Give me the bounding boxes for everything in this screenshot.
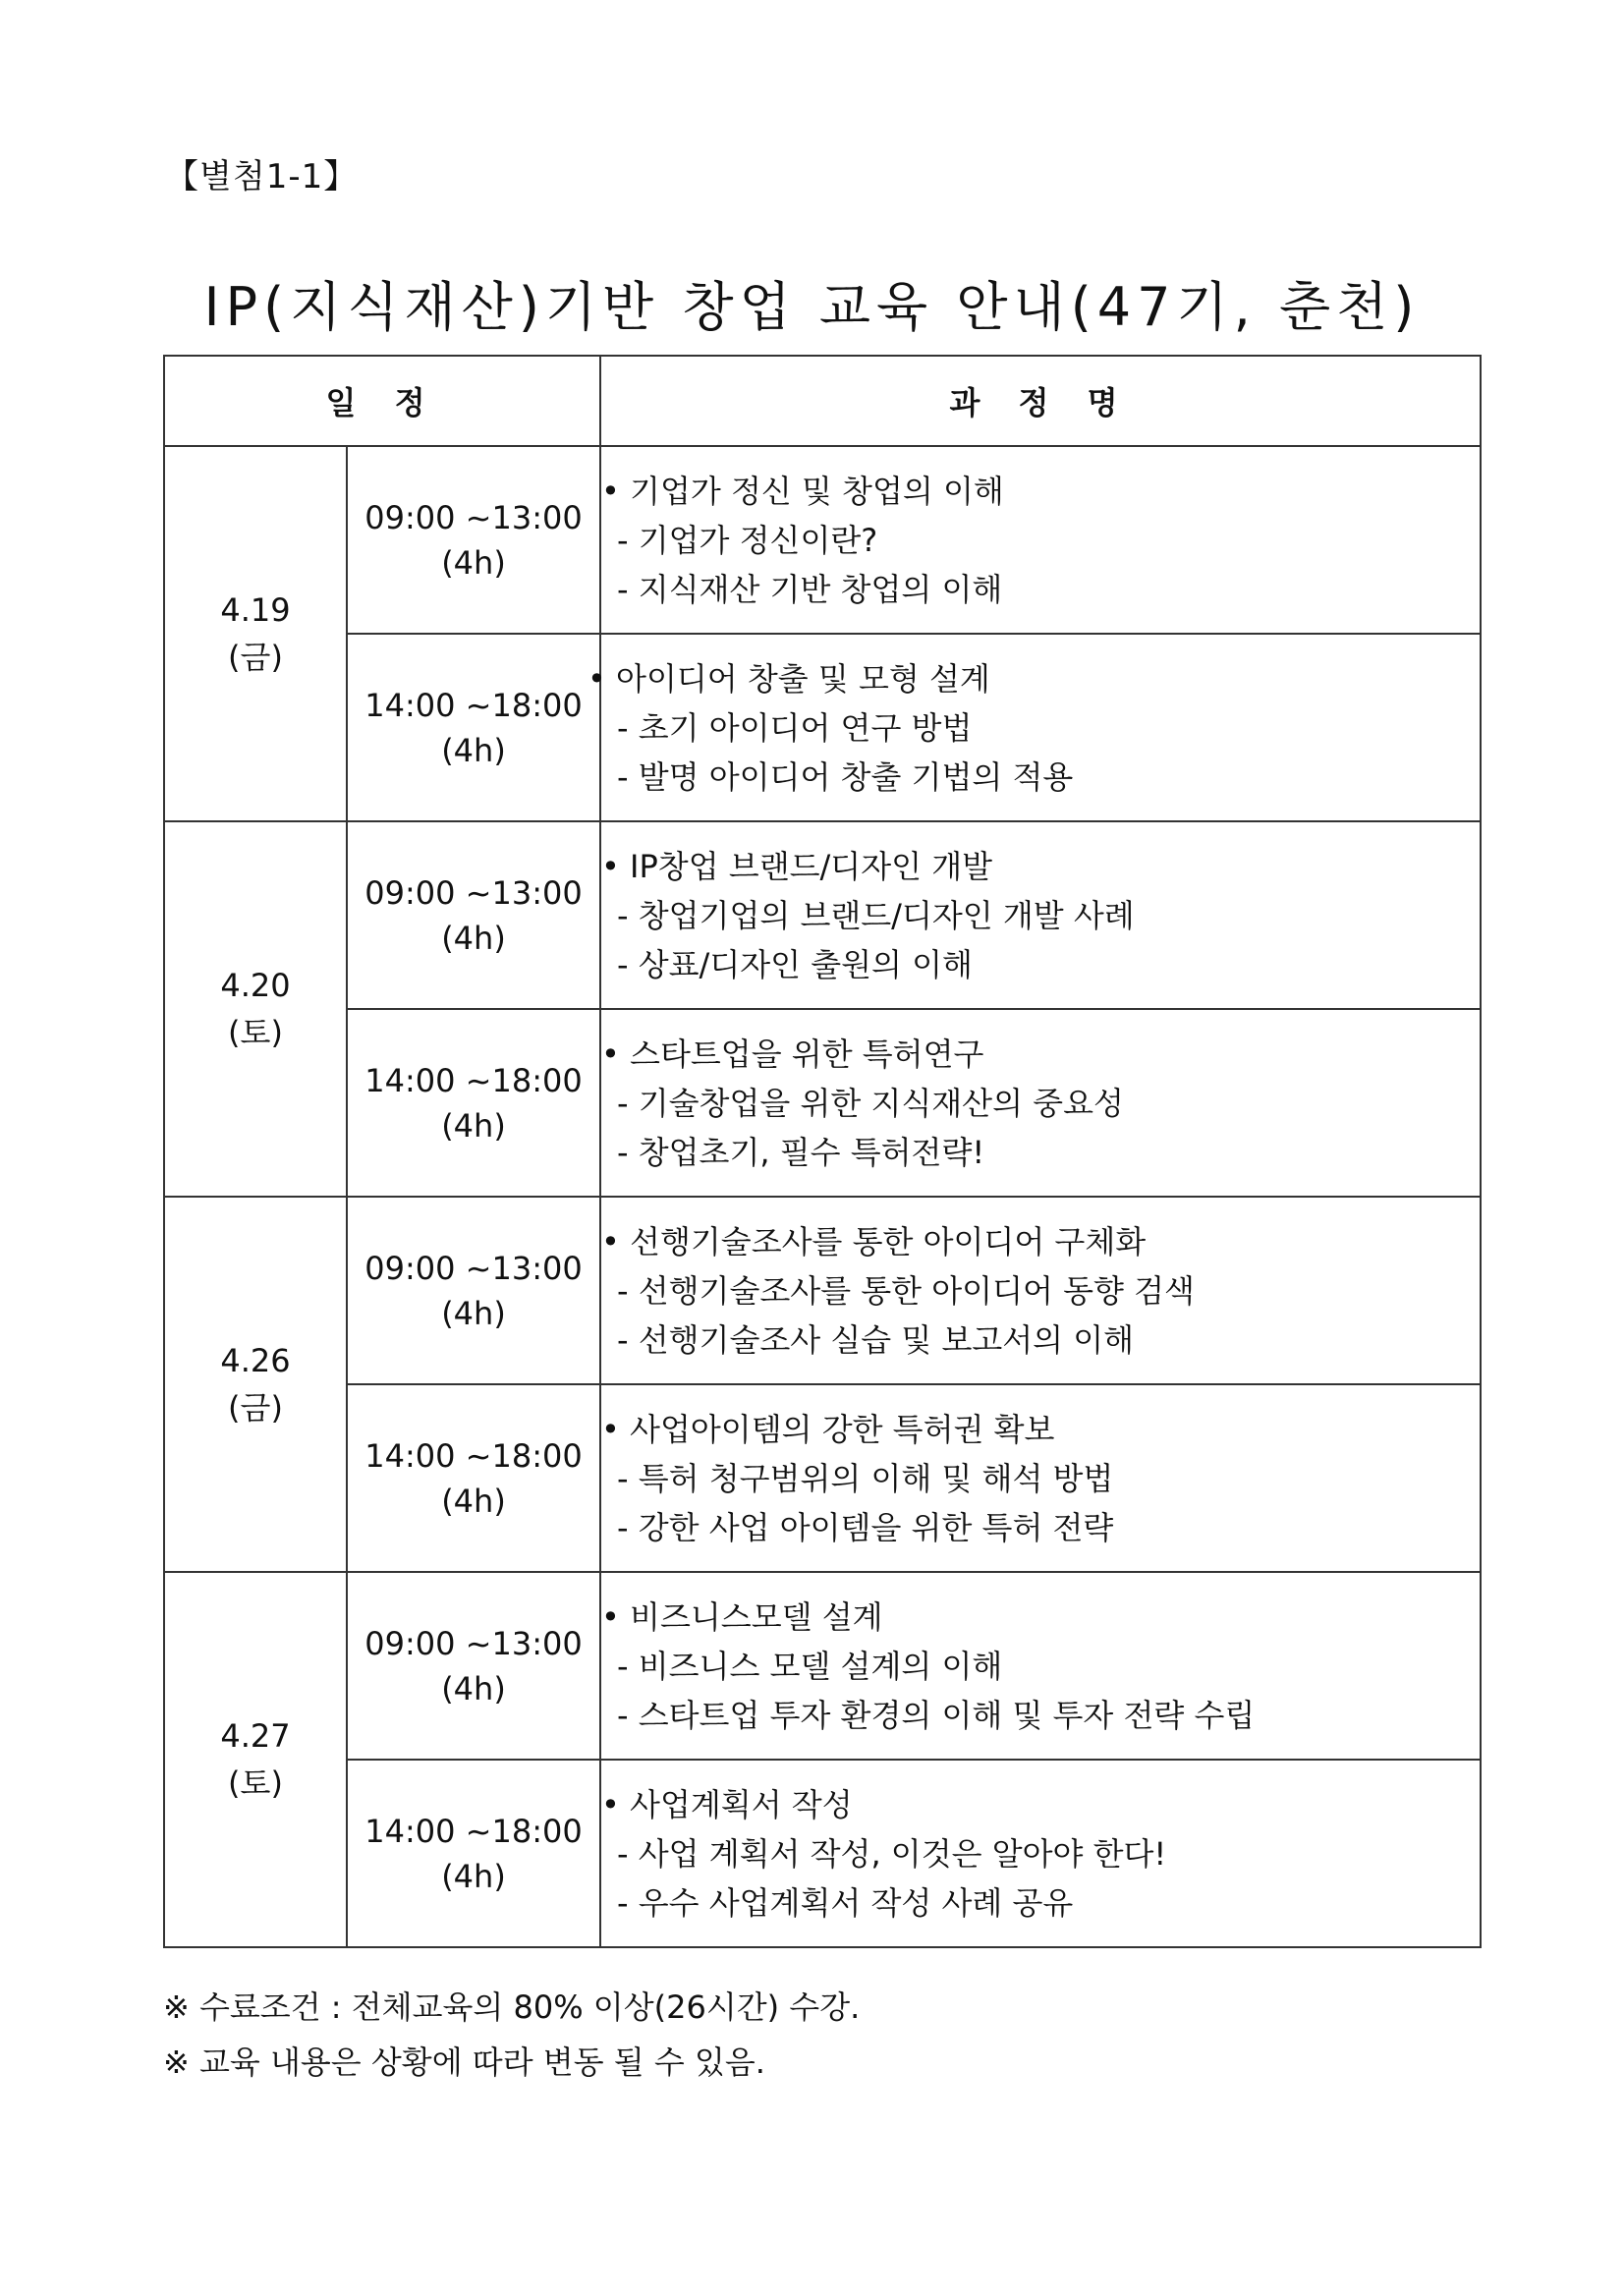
course-item: - 스타트업 투자 환경의 이해 및 투자 전략 수립 xyxy=(617,1696,1256,1734)
table-row xyxy=(164,1572,1481,1760)
date-cell xyxy=(164,821,347,1197)
course-item: - 창업초기, 필수 특허전략! xyxy=(617,1133,985,1171)
time-cell xyxy=(347,1009,600,1197)
table-header-row xyxy=(164,356,1481,446)
time-cell xyxy=(347,1572,600,1760)
table-row xyxy=(164,1197,1481,1384)
course-item: - 특허 청구범위의 이해 및 해석 방법 xyxy=(617,1459,1114,1497)
weekday: (토) xyxy=(228,1764,283,1802)
duration: (4h) xyxy=(441,1857,506,1895)
date-cell xyxy=(164,1197,347,1572)
table-row xyxy=(164,1009,1481,1197)
time-range: 09:00 ~13:00 xyxy=(364,873,583,912)
course-header: 과 정 명 xyxy=(600,356,1481,446)
note-completion-condition: ※ 수료조건 : 전체교육의 80% 이상(26시간) 수강. xyxy=(163,1988,861,2026)
schedule-header: 일 정 xyxy=(164,356,600,446)
course-cell xyxy=(600,1009,1481,1197)
course-item: - 초기 아이디어 연구 방법 xyxy=(617,708,973,747)
course-title: • 비즈니스모델 설계 xyxy=(601,1597,883,1636)
table-row xyxy=(164,1384,1481,1572)
duration: (4h) xyxy=(441,919,506,957)
course-item: - 우수 사업계획서 작성 사례 공유 xyxy=(617,1883,1074,1922)
course-item: - 지식재산 기반 창업의 이해 xyxy=(617,570,1003,608)
course-item: - 선행기술조사를 통한 아이디어 동향 검색 xyxy=(617,1271,1195,1310)
course-item: - 사업 계획서 작성, 이것은 알아야 한다! xyxy=(617,1834,1167,1873)
course-item: - 강한 사업 아이템을 위한 특허 전략 xyxy=(617,1508,1114,1546)
table-row xyxy=(164,821,1481,1009)
date: 4.27 xyxy=(220,1717,291,1755)
course-cell xyxy=(588,634,1481,821)
course-item: - 상표/디자인 출원의 이해 xyxy=(617,945,973,983)
time-cell xyxy=(347,821,600,1009)
weekday: (토) xyxy=(228,1014,283,1051)
course-cell xyxy=(600,446,1481,634)
time-cell xyxy=(347,1760,600,1947)
duration: (4h) xyxy=(441,1294,506,1332)
date: 4.20 xyxy=(220,967,291,1004)
duration: (4h) xyxy=(441,1106,506,1145)
weekday: (금) xyxy=(228,639,283,676)
course-title: • 선행기술조사를 통한 아이디어 구체화 xyxy=(601,1222,1147,1260)
duration: (4h) xyxy=(441,1482,506,1520)
time-range: 09:00 ~13:00 xyxy=(364,1249,583,1287)
time-range: 14:00 ~18:00 xyxy=(364,1061,583,1099)
time-range: 09:00 ~13:00 xyxy=(364,498,583,536)
course-item: - 기술창업을 위한 지식재산의 중요성 xyxy=(617,1084,1124,1122)
time-cell xyxy=(347,1197,600,1384)
course-cell xyxy=(600,1760,1481,1947)
course-cell xyxy=(600,1384,1481,1572)
date: 4.26 xyxy=(220,1342,291,1379)
date-cell xyxy=(164,1572,347,1947)
time-range: 14:00 ~18:00 xyxy=(364,686,583,724)
table-row xyxy=(164,1760,1481,1947)
date-cell xyxy=(164,446,347,821)
attachment-label: 【별첨1-1】 xyxy=(165,157,359,196)
course-title: • IP창업 브랜드/디자인 개발 xyxy=(601,847,993,885)
duration: (4h) xyxy=(441,543,506,582)
date: 4.19 xyxy=(220,591,291,629)
schedule-table xyxy=(163,355,1482,1948)
time-range: 14:00 ~18:00 xyxy=(364,1436,583,1475)
course-item: - 발명 아이디어 창출 기법의 적용 xyxy=(617,757,1074,796)
course-title: • 기업가 정신 및 창업의 이해 xyxy=(601,472,1004,510)
course-item: - 창업기업의 브랜드/디자인 개발 사례 xyxy=(617,896,1135,934)
course-cell xyxy=(600,821,1481,1009)
notes xyxy=(163,1980,860,2090)
time-range: 14:00 ~18:00 xyxy=(364,1812,583,1850)
table-row xyxy=(164,446,1481,634)
weekday: (금) xyxy=(228,1389,283,1427)
time-cell xyxy=(347,634,600,821)
time-cell xyxy=(347,446,600,634)
document-title: IP(지식재산)기반 창업 교육 안내(47기, 춘천) xyxy=(203,276,1421,338)
course-cell xyxy=(600,1572,1481,1760)
course-title: • 사업계획서 작성 xyxy=(601,1785,853,1823)
table-row xyxy=(164,634,1481,821)
course-title: • 스타트업을 위한 특허연구 xyxy=(601,1035,984,1073)
course-item: - 선행기술조사 실습 및 보고서의 이해 xyxy=(617,1320,1135,1359)
time-range: 09:00 ~13:00 xyxy=(364,1624,583,1662)
duration: (4h) xyxy=(441,1669,506,1708)
course-item: - 기업가 정신이란? xyxy=(617,521,878,559)
duration: (4h) xyxy=(441,731,506,769)
note-content-change: ※ 교육 내용은 상황에 따라 변동 될 수 있음. xyxy=(163,2044,765,2081)
time-cell xyxy=(347,1384,600,1572)
course-title: • 사업아이템의 강한 특허권 확보 xyxy=(601,1410,1055,1448)
course-title: • 아이디어 창출 및 모형 설계 xyxy=(588,659,990,698)
course-cell xyxy=(600,1197,1481,1384)
course-item: - 비즈니스 모델 설계의 이해 xyxy=(617,1647,1003,1685)
